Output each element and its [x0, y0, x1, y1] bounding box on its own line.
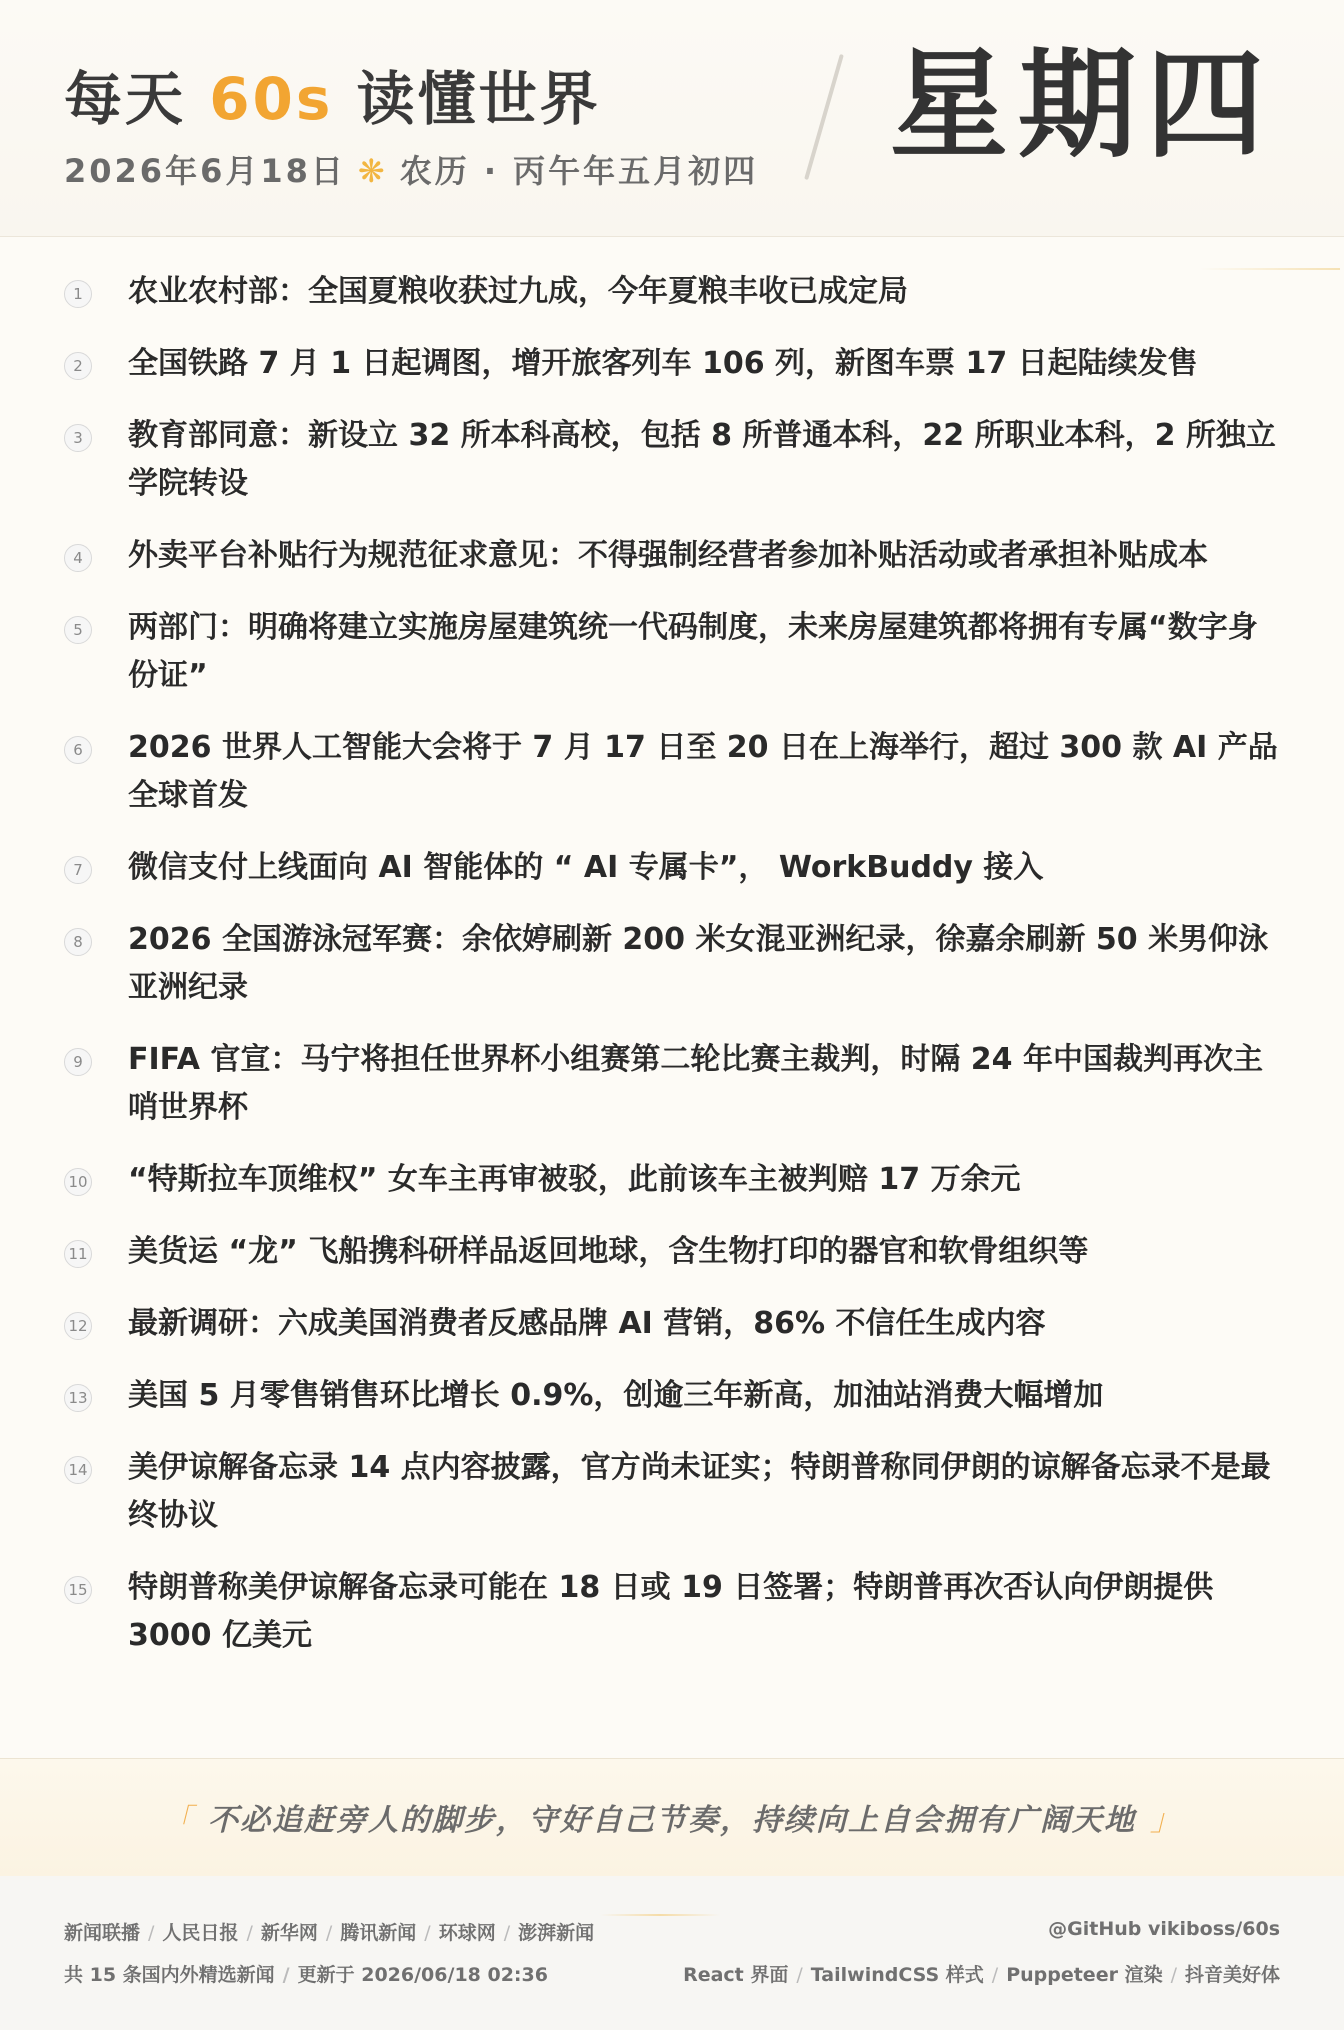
news-number-badge: 6	[64, 736, 92, 764]
news-item	[0, 1300, 1344, 1348]
footer-separator: /	[325, 1922, 333, 1944]
news-text: 外卖平台补贴行为规范征求意见：不得强制经营者参加补贴活动或者承担补贴成本	[128, 538, 1208, 573]
news-text: “特斯拉车顶维权” 女车主再审被驳，此前该车主被判赔 17 万余元	[128, 1162, 1021, 1197]
footer-meta	[64, 1960, 548, 1987]
tech-credit: Puppeteer 渲染	[1006, 1964, 1163, 1986]
news-item	[0, 1564, 1344, 1660]
news-item	[0, 340, 1344, 388]
news-number-badge: 9	[64, 1048, 92, 1076]
source-name: 新华网	[260, 1922, 318, 1944]
solar-date: 2026年6月18日	[64, 152, 346, 190]
tech-credit: 抖音美好体	[1184, 1964, 1280, 1986]
news-text: 2026 世界人工智能大会将于 7 月 17 日至 20 日在上海举行，超过 300 款 AI 产品全球首发	[128, 730, 1278, 813]
news-text: 美伊谅解备忘录 14 点内容披露，官方尚未证实；特朗普称同伊朗的谅解备忘录不是最终协议	[128, 1450, 1271, 1533]
news-item	[0, 532, 1344, 580]
footer-separator: /	[148, 1922, 155, 1944]
news-text: 两部门：明确将建立实施房屋建筑统一代码制度，未来房屋建筑都将拥有专属“数字身份证”	[128, 610, 1258, 693]
lunar-date: 农历 · 丙午年五月初四	[399, 152, 759, 190]
news-item	[0, 1372, 1344, 1420]
daily-quote	[0, 1795, 1344, 1839]
quote-open-mark: 「	[162, 1803, 194, 1838]
header-divider	[804, 54, 844, 180]
footer-separator: /	[503, 1922, 511, 1944]
news-item	[0, 604, 1344, 700]
meta-separator: /	[282, 1964, 290, 1986]
news-text: 美货运 “龙” 飞船携科研样品返回地球，含生物打印的器官和软骨组织等	[128, 1234, 1089, 1269]
news-number-badge: 7	[64, 856, 92, 884]
news-number-badge: 14	[64, 1456, 92, 1484]
footer-separator: /	[1170, 1964, 1177, 1986]
quote-text: 不必追赶旁人的脚步，守好自己节奏，持续向上自会拥有广阔天地	[208, 1803, 1136, 1838]
news-item	[0, 1228, 1344, 1276]
update-time: 更新于 2026/06/18 02:36	[297, 1964, 548, 1986]
news-text: 微信支付上线面向 AI 智能体的 “ AI 专属卡”， WorkBuddy 接入	[128, 850, 1044, 885]
news-item	[0, 1036, 1344, 1132]
page-header	[0, 0, 1344, 237]
news-number-badge: 3	[64, 424, 92, 452]
footer-separator: /	[246, 1922, 253, 1944]
title-suffix: 读懂世界	[333, 65, 601, 133]
source-name: 新闻联播	[64, 1922, 141, 1944]
source-name: 环球网	[438, 1922, 496, 1944]
news-number-badge: 11	[64, 1240, 92, 1268]
quote-section	[0, 1758, 1344, 1878]
title-prefix: 每天	[64, 65, 210, 133]
news-sources	[64, 1918, 594, 1945]
footer-separator: /	[991, 1964, 999, 1986]
source-name: 澎湃新闻	[518, 1922, 595, 1944]
weekday: 星期四	[890, 36, 1275, 174]
github-link[interactable]: @GitHub vikiboss/60s	[1048, 1918, 1280, 1940]
star-icon: ❋	[357, 152, 388, 190]
news-text: 农业农村部：全国夏粮收获过九成，今年夏粮丰收已成定局	[128, 274, 908, 309]
news-item	[0, 268, 1344, 316]
news-text: 全国铁路 7 月 1 日起调图，增开旅客列车 106 列，新图车票 17 日起陆续发售	[128, 346, 1198, 381]
title-accent: 60s	[209, 65, 334, 133]
news-item	[0, 844, 1344, 892]
tech-credit: TailwindCSS 样式	[810, 1964, 984, 1986]
news-text: 2026 全国游泳冠军赛：余依婷刷新 200 米女混亚洲纪录，徐嘉余刷新 50 米男仰泳亚洲纪录	[128, 922, 1269, 1005]
tech-credit: React 界面	[683, 1964, 789, 1986]
news-text: 教育部同意：新设立 32 所本科高校，包括 8 所普通本科，22 所职业本科，2 所独立学院转设	[128, 418, 1276, 501]
source-name: 腾讯新闻	[340, 1922, 417, 1944]
news-number-badge: 8	[64, 928, 92, 956]
news-item	[0, 724, 1344, 820]
news-item	[0, 1156, 1344, 1204]
news-item	[0, 916, 1344, 1012]
news-number-badge: 1	[64, 280, 92, 308]
news-count: 共 15 条国内外精选新闻	[64, 1964, 275, 1986]
news-number-badge: 13	[64, 1384, 92, 1412]
news-number-badge: 5	[64, 616, 92, 644]
news-list	[0, 268, 1344, 1684]
news-number-badge: 4	[64, 544, 92, 572]
page-footer	[0, 1876, 1344, 2030]
news-text: 最新调研：六成美国消费者反感品牌 AI 营销，86% 不信任生成内容	[128, 1306, 1046, 1341]
footer-separator: /	[796, 1964, 803, 1986]
news-text: 特朗普称美伊谅解备忘录可能在 18 日或 19 日签署；特朗普再次否认向伊朗提供 3000 亿美元	[128, 1570, 1214, 1653]
date-line	[64, 146, 758, 192]
news-number-badge: 10	[64, 1168, 92, 1196]
news-number-badge: 2	[64, 352, 92, 380]
news-item	[0, 1444, 1344, 1540]
tech-credits	[683, 1960, 1280, 1987]
page-title	[64, 52, 601, 136]
source-name: 人民日报	[162, 1922, 239, 1944]
footer-separator: /	[424, 1922, 431, 1944]
news-text: 美国 5 月零售销售环比增长 0.9%，创逾三年新高，加油站消费大幅增加	[128, 1378, 1104, 1413]
quote-close-mark: 」	[1150, 1803, 1182, 1838]
footer-ornament	[600, 1914, 720, 1916]
news-number-badge: 12	[64, 1312, 92, 1340]
news-number-badge: 15	[64, 1576, 92, 1604]
news-item	[0, 412, 1344, 508]
news-text: FIFA 官宣：马宁将担任世界杯小组赛第二轮比赛主裁判，时隔 24 年中国裁判再次主哨世界杯	[128, 1042, 1264, 1125]
